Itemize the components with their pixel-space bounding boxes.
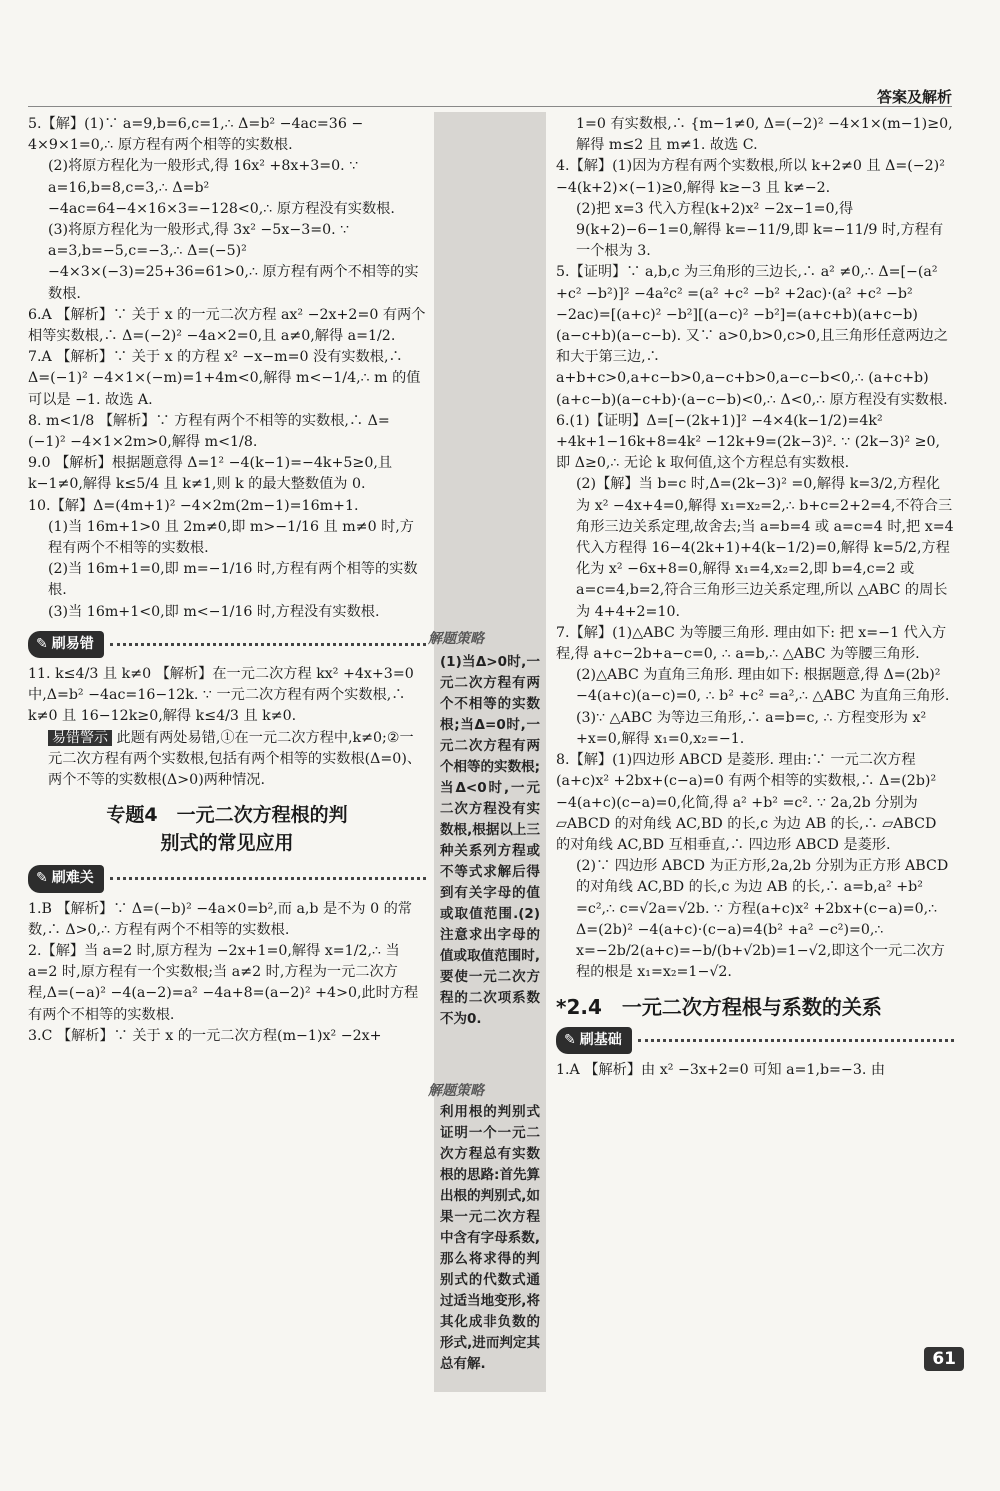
answer-5-3: (3)将原方程化为一般形式,得 3x² −5x−3=0. ∵ a=3,b=−5,c=−3,∴ Δ=(−5)² −4×3×(−3)=25+36=61>0,∴ 原方程有两个不相等的实数根. <box>48 222 419 302</box>
section-label: 刷易错 <box>51 635 94 652</box>
page-number: 61 <box>924 1347 964 1371</box>
sidebar-note-2: 利用根的判别式证明一个一元二次方程总有实数根的思路:首先算出根的判别式,如果一元二次方程中含有字母系数,那么将求得的判别式的代数式通过适当地变形,将其化成非负数的形式,进而判定其总有解. <box>440 1104 540 1372</box>
answer-8: 8. m<1/8 【解析】∵ 方程有两个不相等的实数根,∴ Δ=(−1)² −4×1×2m>0,解得 m<1/8. <box>28 412 390 451</box>
answer-h8-1: 8.【解】(1)四边形 ABCD 是菱形. 理由:∵ 一元二次方程(a+c)x² +2bx+(c−a)=0 有两个相等的实数根,∴ Δ=(2b)² −4(a+c)(c−a)=0,化简,得 a² +b² =c². ∵ 2a,2b 分别为▱ABCD 的对角线 AC,BD 的长,c 为边 AB 的长,∴ ▱ABCD 的对角线 AC,BD 互相垂直,∴ 四边形 ABCD 是菱形. <box>556 752 937 853</box>
answer-7: 7.A 【解析】∵ 关于 x 的方程 x² −x−m=0 没有实数根,∴ Δ=(−1)² −4×1×(−m)=1+4m<0,解得 m<−1/4,∴ m 的值可以是 −1. 故选 A. <box>28 349 421 408</box>
warning-tag: 易错警示 <box>48 730 112 746</box>
answer-6: 6.A 【解析】∵ 关于 x 的一元二次方程 ax² −2x+2=0 有两个相等实数根,∴ Δ=(−2)² −4a×2=0,且 a≠0,解得 a=1/2. <box>28 306 426 345</box>
answer-b1: 1.A 【解析】由 x² −3x+2=0 可知 a=1,b=−3. 由 <box>556 1061 886 1078</box>
answer-h1: 1.B 【解析】∵ Δ=(−b)² −4a×0=b²,而 a,b 是不为 0 的常数,∴ Δ>0,∴ 方程有两个不相等的实数根. <box>28 900 412 938</box>
answer-h5: 5.【证明】∵ a,b,c 为三角形的三边长,∴ a² ≠0,∴ Δ=[−(a² +c² −b²)]² −4a²c² =(a² +c² −b² +2ac)·(a² +c² −b² −2ac)=[(a+c)² −b²][(a−c)² −b²]=(a+c+b)(a+c−b)(a−c+b)(a−c−b). 又∵ a>0,b>0,c>0,且三角形任意两边之和大于第三边,∴ a+b+c>0,a+c−b>0,a−c+b>0,a−c−b<0,∴ (a+c+b)(a+c−b)(a−c+b)·(a−c−b)<0,∴ Δ<0,∴ 原方程没有实数根. <box>556 264 949 408</box>
answer-h7-3: (3)∵ △ABC 为等边三角形,∴ a=b=c, ∴ 方程变形为 x² +x=0,解得 x₁=0,x₂=−1. <box>576 709 927 747</box>
dotted-divider <box>638 1039 954 1042</box>
answer-h6-1: 6.(1)【证明】Δ=[−(2k+1)]² −4×4(k−1/2)=4k² +4k+1−16k+8=4k² −12k+9=(2k−3)². ∵ (2k−3)² ≥0,即 Δ≥0,∴ 无论 k 取何值,这个方程总有实数根. <box>556 412 941 472</box>
warning-note <box>28 728 426 792</box>
topic-2-4-title: *2.4 一元二次方程根与系数的关系 <box>556 995 882 1020</box>
section-easy-wrong <box>28 631 426 658</box>
page-header: 答案及解析 <box>876 88 952 106</box>
sidebar-title-1: 解题策略 <box>428 631 484 647</box>
answer-5-2: (2)将原方程化为一般形式,得 16x² +8x+3=0. ∵ a=16,b=8,c=3,∴ Δ=b² −4ac=64−4×16×3=−128<0,∴ 原方程没有实数根. <box>48 158 395 217</box>
section-label: 刷基础 <box>579 1031 622 1048</box>
topic-4-title <box>28 801 426 857</box>
answer-h3: 3.C 【解析】∵ 关于 x 的一元二次方程(m−1)x² −2x+ <box>28 1027 382 1044</box>
pencil-icon: ✎ <box>36 635 48 652</box>
answer-11: 11. k≤4/3 且 k≠0 【解析】在一元二次方程 kx² +4x+3=0 中,Δ=b² −4ac=16−12k. ∵ 一元二次方程有两个实数根,∴ k≠0 且 16−12k≥0,解得 k≤4/3 且 k≠0. <box>28 666 414 725</box>
answer-9: 9.0 【解析】根据题意得 Δ=1² −4(k−1)=−4k+5≥0,且 k−1≠0,解得 k≤5/4 且 k≠1,则 k 的最大整数值为 0. <box>28 455 393 493</box>
answer-5-1: 5.【解】(1)∵ a=9,b=6,c=1,∴ Δ=b² −4ac=36 − 4×9×1=0,∴ 原方程有两个相等的实数根. <box>28 116 364 154</box>
section-label: 刷难关 <box>51 870 94 887</box>
header-divider <box>28 106 952 107</box>
answer-h4-2: (2)把 x=3 代入方程(k+2)x² −2x−1=0,得 9(k+2)−6−1=0,解得 k=−11/9,即 k=−11/9 时,方程有一个根为 3. <box>576 200 944 260</box>
pencil-icon: ✎ <box>36 870 48 887</box>
sidebar-note-1: (1)当Δ>0时,一元二次方程有两个不相等的实数根;当Δ=0时,一元二次方程有两个相等的实数根;当Δ<0时,一元二次方程没有实数根,根据以上三种关系列方程或不等式求解后得到有关字母的值或取值范围.(2)注意求出字母的值或取值范围时,要使一元二次方程的二次项系数不为0. <box>440 654 540 1027</box>
answer-h7-1: 7.【解】(1)△ABC 为等腰三角形. 理由如下: 把 x=−1 代入方程,得 a+c−2b+a−c=0, ∴ a=b,∴ △ABC 为等腰三角形. <box>556 624 947 663</box>
right-column <box>556 114 954 1081</box>
section-hard <box>28 865 426 892</box>
left-column <box>28 114 426 1047</box>
answer-h7-2: (2)△ABC 为直角三角形. 理由如下: 根据题意,得 Δ=(2b)² −4(a+c)(a−c)=0, ∴ b² +c² =a²,∴ △ABC 为直角三角形. <box>576 667 950 705</box>
answer-h3-cont: 1=0 有实数根,∴ {m−1≠0, Δ=(−2)² −4×1×(m−1)≥0, 解得 m≤2 且 m≠1. 故选 C. <box>576 116 953 154</box>
answer-10-2: (2)当 16m+1=0,即 m=−1/16 时,方程有两个相等的实数根. <box>48 561 418 599</box>
warning-text: 此题有两处易错,①在一元二次方程中,k≠0;②一元二次方程有两个实数根,包括有两个相等的实数根(Δ=0)、两个不等的实数根(Δ>0)两种情况. <box>48 729 422 789</box>
answer-10-1: (1)当 16m+1>0 且 2m≠0,即 m>−1/16 且 m≠0 时,方程有两个不相等的实数根. <box>48 518 414 557</box>
section-badge-hard <box>28 865 104 892</box>
dotted-divider <box>110 877 426 880</box>
answer-h6-2: (2)【解】当 b=c 时,Δ=(2k−3)² =0,解得 k=3/2,方程化为 x² −4x+4=0,解得 x₁=x₂=2,∴ b+c=2+2=4,不符合三角形三边关系定理,故舍去;当 a=b=4 或 a=c=4 时,把 x=4 代入方程得 16−4(2k+1)+4(k−1/2)=0,解得 k=5/2,方程化为 x² −6x+8=0,解得 x₁=4,x₂=2,即 b=4,c=2 或 a=c=4,b=2,符合三角形三边关系定理,所以 △ABC 的周长为 4+4+2=10. <box>576 476 954 620</box>
topic-4-line-2: 别式的常见应用 <box>160 832 294 855</box>
sidebar-title-2: 解题策略 <box>428 1083 484 1099</box>
dotted-divider <box>110 643 426 646</box>
answer-10: 10.【解】Δ=(4m+1)² −4×2m(2m−1)=16m+1. <box>28 497 359 514</box>
answer-h8-2: (2)∵ 四边形 ABCD 为正方形,2a,2b 分别为正方形 ABCD 的对角线 AC,BD 的长,c 为边 AB 的长,∴ a=b,a² +b² =c²,∴ c=√2a=√2b. ∵ 方程(a+c)x² +2bx+(c−a)=0,∴ Δ=(2b)² −4(a+c)·(c−a)=4(b² +a² −c²)=0,∴ x=−2b/2(a+c)=−b/(b+√2b)=1−√2,即这个一元二次方程的根是 x₁=x₂=1−√2. <box>576 858 949 981</box>
answer-h4-1: 4.【解】(1)因为方程有两个实数根,所以 k+2≠0 且 Δ=(−2)² −4(k+2)×(−1)≥0,解得 k≥−3 且 k≠−2. <box>556 158 945 196</box>
section-basic <box>556 1027 954 1054</box>
topic-4-line-1: 专题4 一元二次方程根的判 <box>106 804 348 827</box>
section-badge-basic <box>556 1027 632 1054</box>
section-badge-easy-wrong <box>28 631 104 658</box>
pencil-icon: ✎ <box>564 1031 576 1048</box>
answer-h2: 2.【解】当 a=2 时,原方程为 −2x+1=0,解得 x=1/2,∴ 当 a=2 时,原方程有一个实数根;当 a≠2 时,方程为一元二次方程,Δ=(−a)² −4(a−2)=a² −4a+8=(a−2)² +4>0,此时方程有两个不相等的实数根. <box>28 942 419 1023</box>
answer-10-3: (3)当 16m+1<0,即 m<−1/16 时,方程没有实数根. <box>48 603 380 620</box>
